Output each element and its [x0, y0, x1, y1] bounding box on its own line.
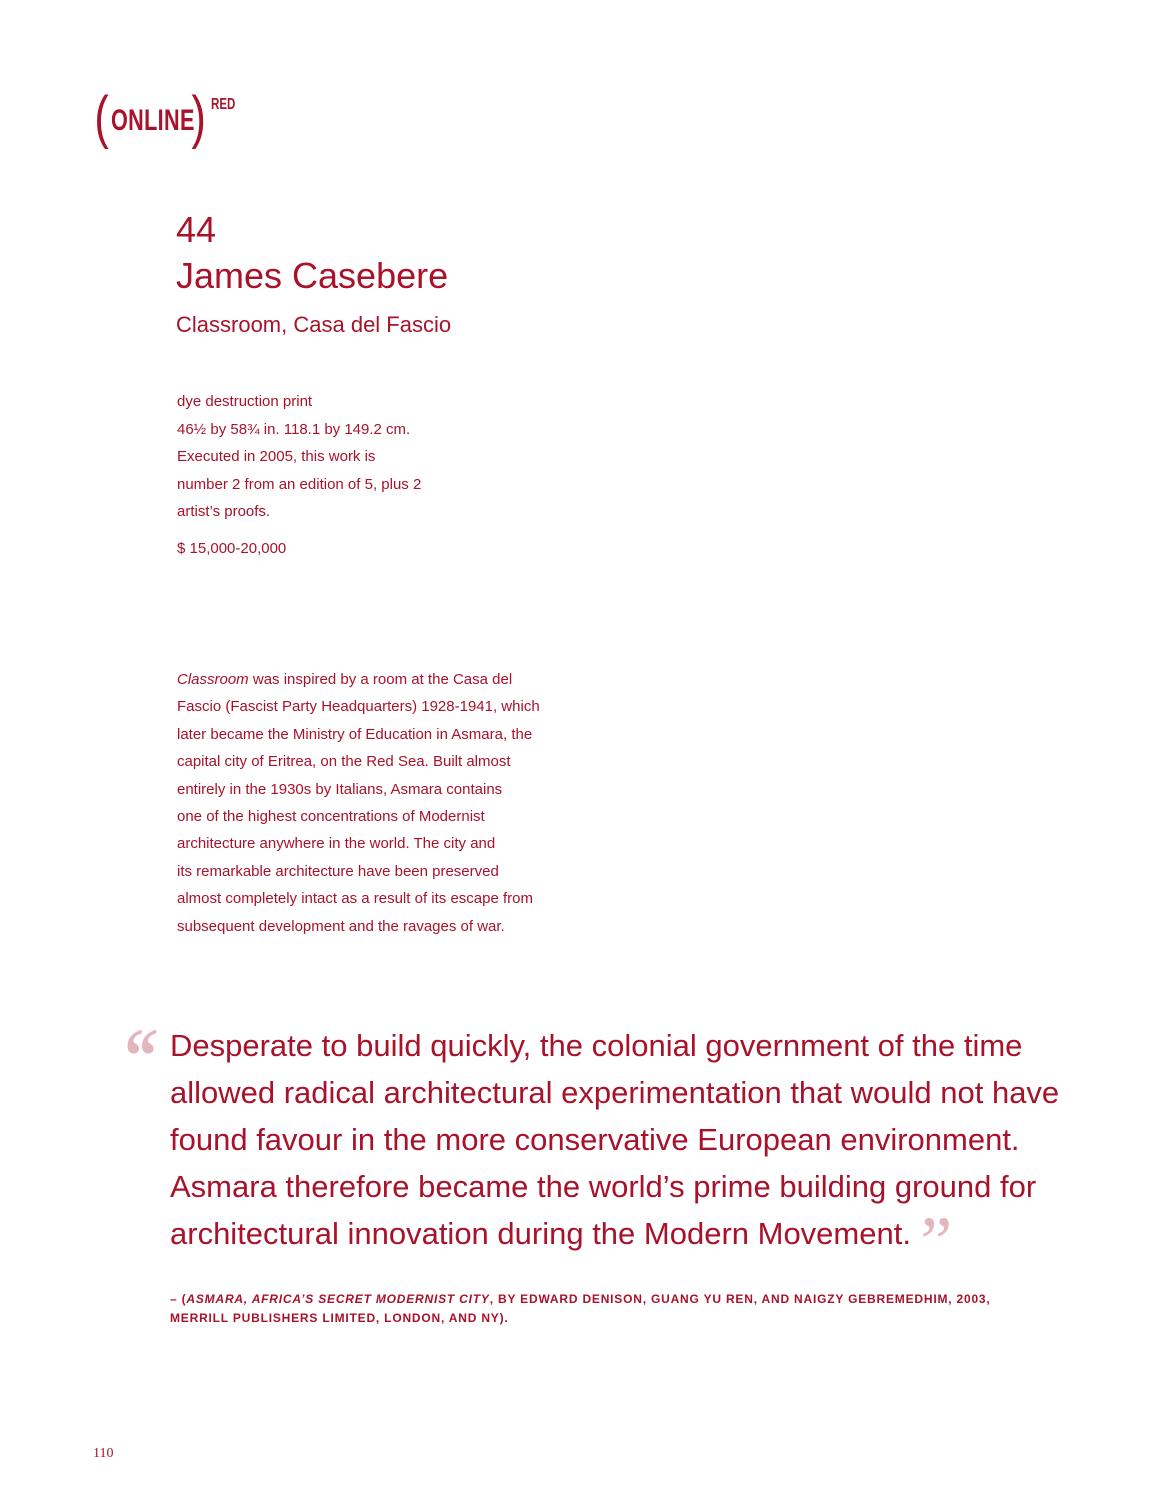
close-quote-mark-icon: ’’: [916, 1202, 952, 1282]
essay-line: one of the highest concentrations of Modernist: [177, 808, 485, 826]
citation-book-title: ASMARA, AFRICA’S SECRET MODERNIST CITY: [186, 1292, 490, 1306]
logo-superscript: RED: [210, 96, 235, 113]
quote-line: found favour in the more conservative European environment.: [170, 1122, 1020, 1157]
work-title: Classroom, Casa del Fascio: [176, 312, 452, 337]
essay-line: its remarkable architecture have been preserved: [177, 862, 499, 880]
detail-execution: Executed in 2005, this work is: [177, 448, 376, 465]
detail-proofs: artist’s proofs.: [177, 503, 271, 520]
quote-line: allowed radical architectural experimentation that would not have: [170, 1075, 1060, 1110]
detail-medium: dye destruction print: [177, 393, 313, 410]
essay-line: subsequent development and the ravages of war.: [177, 917, 505, 935]
open-quote-mark-icon: ‘‘: [114, 1009, 154, 1111]
quote-citation: [170, 1290, 1050, 1327]
lot-details: [177, 388, 477, 526]
quote-line: [170, 1202, 1130, 1282]
logo-word: ONLINE: [111, 104, 196, 137]
lot-number: 44: [176, 209, 217, 250]
essay-line: [177, 666, 587, 693]
citation-authors: , BY EDWARD DENISON, GUANG YU REN, AND NAIGZY GEBREMEDHIM, 2003,: [489, 1292, 991, 1306]
logo-paren-close: ): [191, 85, 207, 150]
quote-line-text: architectural innovation during the Modern Movement.: [170, 1216, 911, 1251]
detail-dimensions: 46½ by 58¾ in. 118.1 by 149.2 cm.: [177, 420, 411, 438]
citation-line: MERRILL PUBLISHERS LIMITED, LONDON, AND NY).: [170, 1310, 509, 1325]
essay-line: later became the Ministry of Education in Asmara, the: [177, 725, 533, 743]
essay-line: architecture anywhere in the world. The city and: [177, 835, 496, 853]
online-red-logo: [92, 85, 244, 154]
essay-line: entirely in the 1930s by Italians, Asmara contains: [177, 780, 503, 798]
essay-line-rest: was inspired by a room at the Casa del: [248, 671, 513, 688]
citation-line: [170, 1290, 1050, 1309]
page-number: 110: [93, 1446, 114, 1461]
quote-line: Asmara therefore became the world’s prime building ground for: [170, 1169, 1037, 1204]
estimate: $ 15,000-20,000: [177, 540, 287, 557]
essay-paragraph: [177, 666, 587, 940]
pull-quote: [170, 1022, 1130, 1282]
essay-line: almost completely intact as a result of its escape from: [177, 890, 533, 908]
essay-title-italic: Classroom: [177, 671, 249, 688]
essay-line: capital city of Eritrea, on the Red Sea. Built almost: [177, 753, 511, 771]
quote-line: Desperate to build quickly, the colonial government of the time: [170, 1028, 1023, 1063]
logo-paren-open: (: [94, 85, 109, 150]
artist-name: James Casebere: [176, 255, 449, 296]
citation-prefix: – (: [170, 1292, 187, 1306]
essay-line: Fascio (Fascist Party Headquarters) 1928-1941, which: [177, 698, 540, 716]
detail-edition: number 2 from an edition of 5, plus 2: [177, 475, 422, 493]
